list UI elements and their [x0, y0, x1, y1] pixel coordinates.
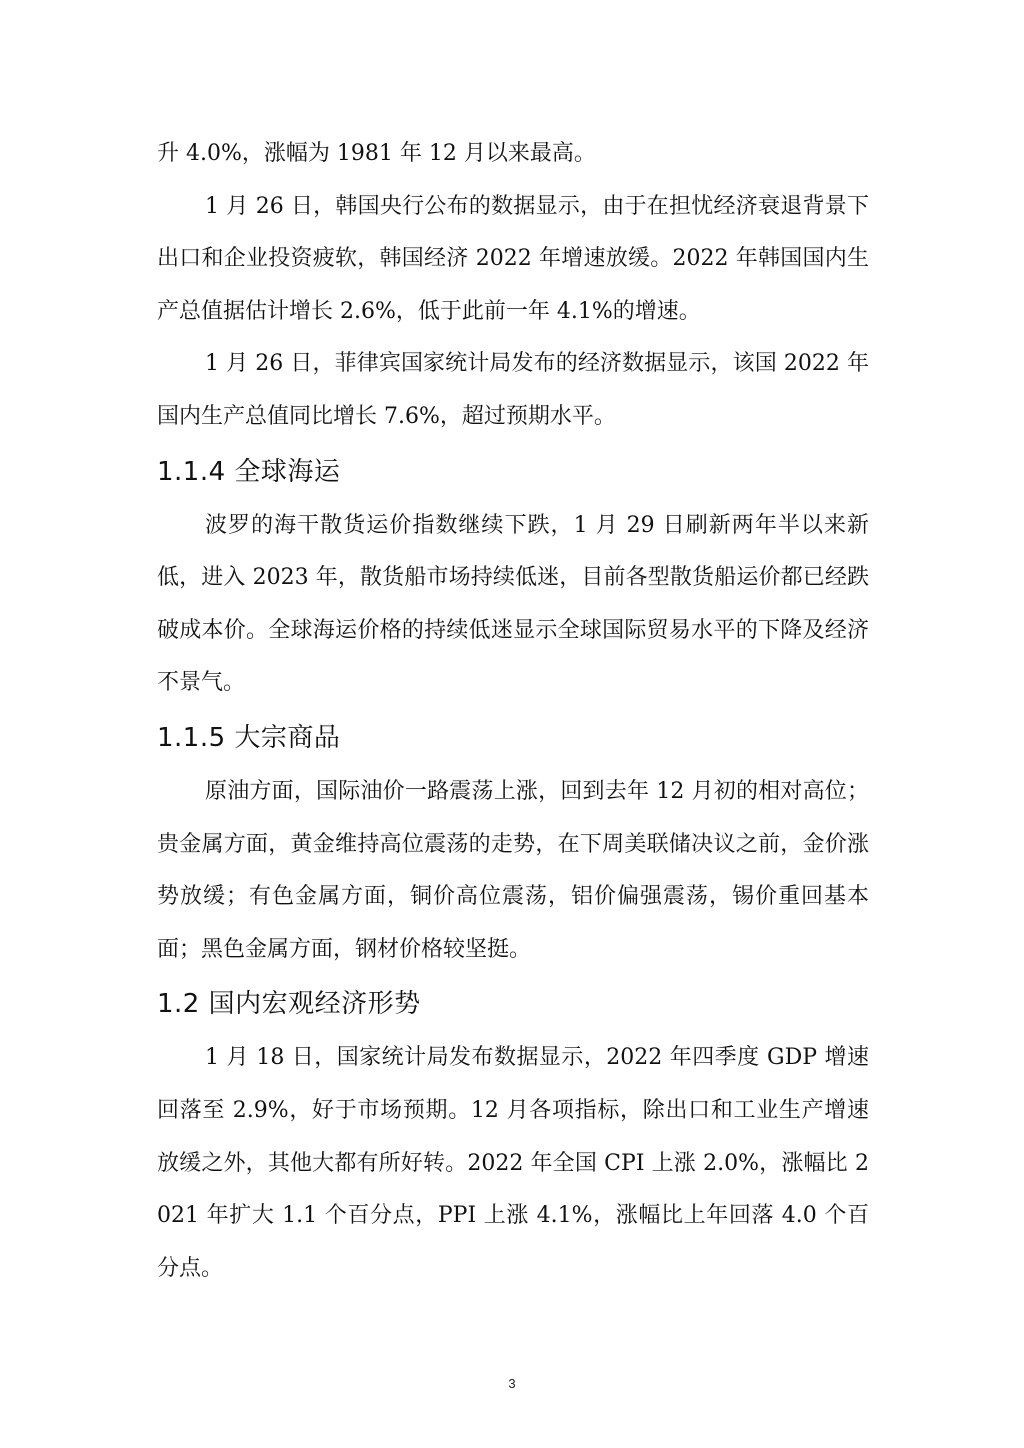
- paragraph-korea-economy: 1 月 26 日，韩国央行公布的数据显示，由于在担忧经济衰退背景下出口和企业投资疲软，韩国经济 2022 年增速放缓。2022 年韩国国内生产总值据估计增长 2.6%，低于此前一年 4.1%的增速。: [157, 193, 869, 324]
- paragraph-commodities: 原油方面，国际油价一路震荡上涨，回到去年 12 月初的相对高位；贵金属方面，黄金维持高位震荡的走势，在下周美联储决议之前，金价涨势放缓；有色金属方面，铜价高位震荡，铝价偏强震荡，锡价重回基本面；黑色金属方面，钢材价格较坚挺。: [157, 778, 869, 962]
- section-heading-domestic-macro: 1.2 国内宏观经济形势: [157, 989, 421, 1020]
- section-heading-global-shipping: 1.1.4 全球海运: [157, 456, 341, 487]
- paragraph-domestic-macro: 1 月 18 日，国家统计局发布数据显示，2022 年四季度 GDP 增速回落至 2.9%，好于市场预期。12 月各项指标，除出口和工业生产增速放缓之外，其他大都有所好转。2022 年全国 CPI 上涨 2.0%，涨幅比 2021 年扩大 1.1 个百分点，PPI 上涨 4.1%，涨幅比上年回落 4.0 个百分点。: [157, 1045, 869, 1281]
- page-number: 3: [508, 1376, 516, 1391]
- page-content: [157, 128, 869, 1295]
- paragraph-shipping: 波罗的海干散货运价指数继续下跌，1 月 29 日刷新两年半以来新低，进入 2023 年，散货船市场持续低迷，目前各型散货船运价都已经跌破成本价。全球海运价格的持续低迷显示全球国际贸易水平的下降及经济不景气。: [157, 512, 869, 696]
- section-heading-commodities: 1.1.5 大宗商品: [157, 722, 341, 753]
- paragraph-philippines-economy: 1 月 26 日，菲律宾国家统计局发布的经济数据显示，该国 2022 年国内生产总值同比增长 7.6%，超过预期水平。: [157, 351, 869, 429]
- paragraph-cpi-continuation: 升 4.0%，涨幅为 1981 年 12 月以来最高。: [157, 141, 596, 166]
